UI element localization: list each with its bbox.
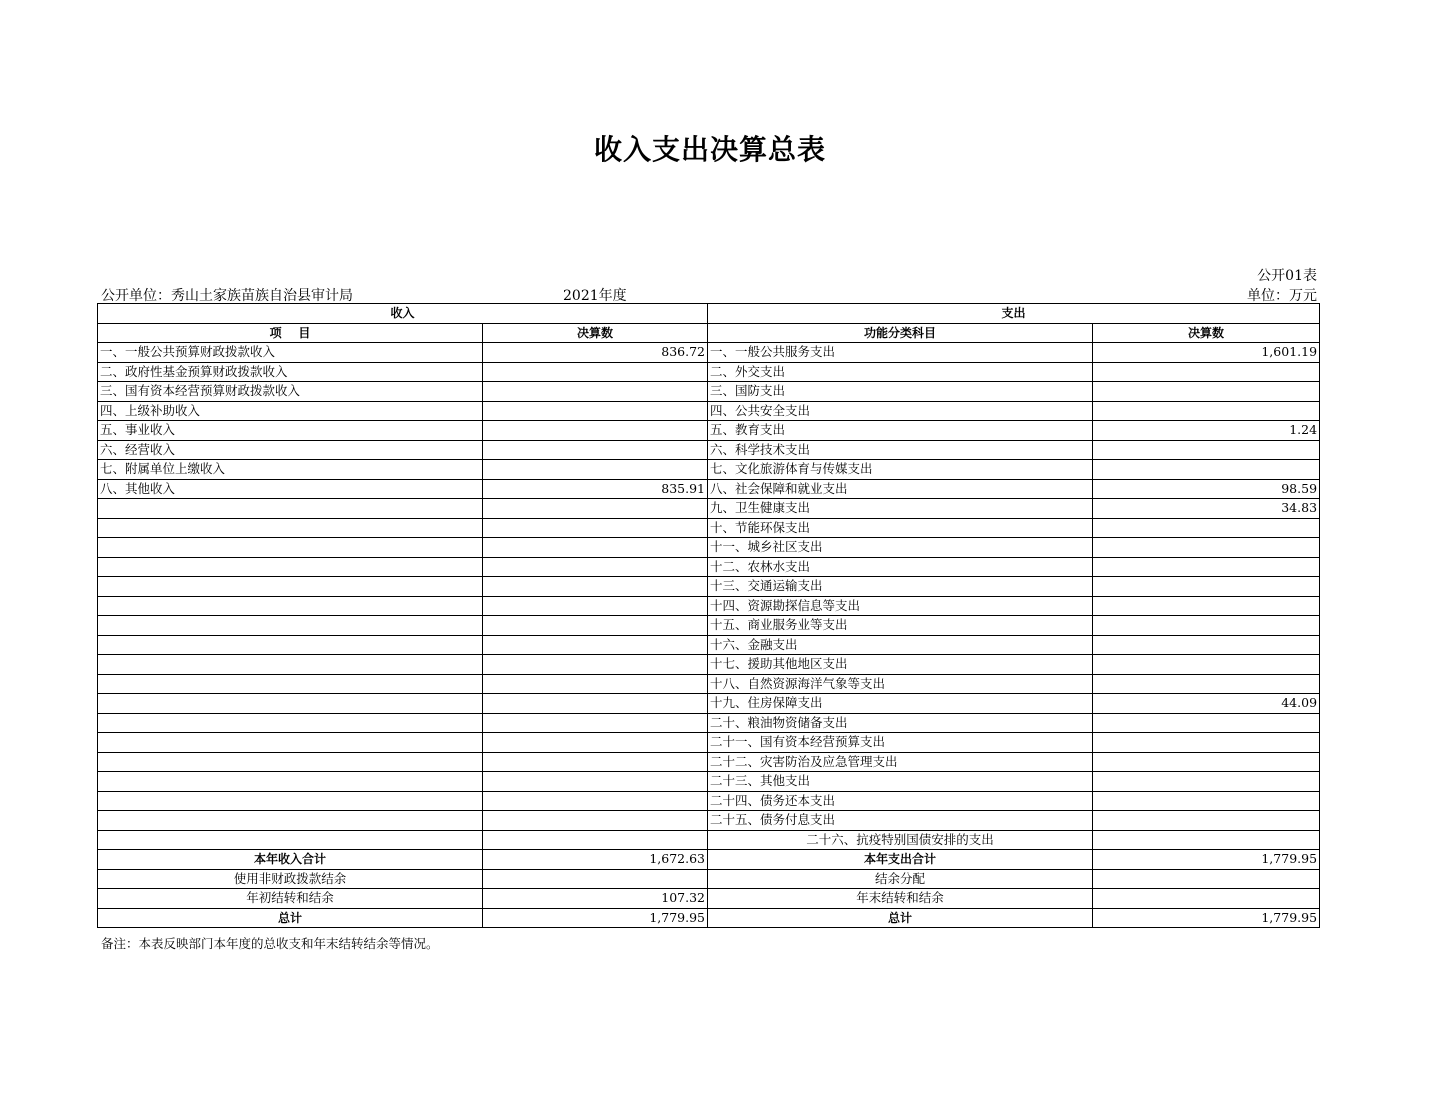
table-row <box>98 538 1320 558</box>
expense-amount <box>1093 362 1320 382</box>
table-row <box>98 460 1320 480</box>
income-amount <box>483 733 708 753</box>
expense-item: 五、教育支出 <box>708 421 1093 441</box>
expense-amount <box>1093 577 1320 597</box>
expense-item: 六、科学技术支出 <box>708 440 1093 460</box>
header-row-columns <box>98 323 1320 343</box>
table-row <box>98 499 1320 519</box>
income-item <box>98 499 483 519</box>
income-item <box>98 694 483 714</box>
page-title: 收入支出决算总表 <box>593 133 826 166</box>
summary-expense-amount: 1,779.95 <box>1093 908 1320 928</box>
expense-amount <box>1093 616 1320 636</box>
income-item: 五、事业收入 <box>98 421 483 441</box>
expense-item: 七、文化旅游体育与传媒支出 <box>708 460 1093 480</box>
table-row <box>98 401 1320 421</box>
table-row <box>98 811 1320 831</box>
income-amount <box>483 362 708 382</box>
expense-item: 二十三、其他支出 <box>708 772 1093 792</box>
income-amount <box>483 460 708 480</box>
expense-amount: 98.59 <box>1093 479 1320 499</box>
summary-row <box>98 850 1320 870</box>
expense-amount <box>1093 752 1320 772</box>
summary-income-item: 本年收入合计 <box>98 850 483 870</box>
summary-expense-item: 本年支出合计 <box>708 850 1093 870</box>
expense-item: 二十六、抗疫特别国债安排的支出 <box>708 830 1093 850</box>
summary-row <box>98 889 1320 909</box>
income-item <box>98 713 483 733</box>
summary-expense-item: 年末结转和结余 <box>708 889 1093 909</box>
expense-item: 九、卫生健康支出 <box>708 499 1093 519</box>
income-item: 三、国有资本经营预算财政拨款收入 <box>98 382 483 402</box>
income-amount <box>483 635 708 655</box>
income-amount <box>483 401 708 421</box>
expense-amount <box>1093 382 1320 402</box>
expense-amount <box>1093 440 1320 460</box>
income-item <box>98 674 483 694</box>
income-amount <box>483 518 708 538</box>
expense-item: 八、社会保障和就业支出 <box>708 479 1093 499</box>
summary-row <box>98 869 1320 889</box>
summary-income-amount <box>483 869 708 889</box>
table-row <box>98 518 1320 538</box>
expense-amount <box>1093 791 1320 811</box>
expense-item: 一、一般公共服务支出 <box>708 343 1093 363</box>
income-item <box>98 557 483 577</box>
summary-income-item: 年初结转和结余 <box>98 889 483 909</box>
income-amount <box>483 596 708 616</box>
expense-amount <box>1093 538 1320 558</box>
income-amount <box>483 674 708 694</box>
table-row <box>98 577 1320 597</box>
expense-amount: 34.83 <box>1093 499 1320 519</box>
income-item: 二、政府性基金预算财政拨款收入 <box>98 362 483 382</box>
expense-item: 二十五、债务付息支出 <box>708 811 1093 831</box>
expense-amount <box>1093 811 1320 831</box>
income-item: 六、经营收入 <box>98 440 483 460</box>
table-row <box>98 479 1320 499</box>
summary-expense-amount: 1,779.95 <box>1093 850 1320 870</box>
table-row <box>98 830 1320 850</box>
income-item <box>98 655 483 675</box>
table-row <box>98 440 1320 460</box>
expense-item: 二十四、债务还本支出 <box>708 791 1093 811</box>
expense-amount <box>1093 518 1320 538</box>
expense-amount: 44.09 <box>1093 694 1320 714</box>
summary-income-item: 总计 <box>98 908 483 928</box>
table-row <box>98 713 1320 733</box>
expense-amount <box>1093 733 1320 753</box>
income-amount <box>483 713 708 733</box>
expense-amount <box>1093 596 1320 616</box>
income-item <box>98 518 483 538</box>
table-row <box>98 343 1320 363</box>
expense-amount <box>1093 401 1320 421</box>
amount-column-header: 决算数 <box>483 323 708 343</box>
category-column-header: 功能分类科目 <box>708 323 1093 343</box>
table-row <box>98 733 1320 753</box>
income-item <box>98 577 483 597</box>
item-column-header: 项 目 <box>98 323 483 343</box>
income-amount <box>483 577 708 597</box>
summary-row <box>98 908 1320 928</box>
income-item: 七、附属单位上缴收入 <box>98 460 483 480</box>
table-row <box>98 362 1320 382</box>
income-amount <box>483 752 708 772</box>
table-row <box>98 655 1320 675</box>
income-amount <box>483 616 708 636</box>
table-row <box>98 694 1320 714</box>
income-amount <box>483 791 708 811</box>
expense-item: 十三、交通运输支出 <box>708 577 1093 597</box>
table-row <box>98 596 1320 616</box>
income-item: 一、一般公共预算财政拨款收入 <box>98 343 483 363</box>
footnote: 备注：本表反映部门本年度的总收支和年末结转结余等情况。 <box>101 936 439 951</box>
expense-item: 十八、自然资源海洋气象等支出 <box>708 674 1093 694</box>
table-row <box>98 772 1320 792</box>
budget-table <box>97 303 1320 928</box>
summary-expense-amount <box>1093 869 1320 889</box>
income-amount <box>483 538 708 558</box>
fiscal-year: 2021年度 <box>563 288 627 304</box>
expense-item: 十七、援助其他地区支出 <box>708 655 1093 675</box>
expense-item: 十五、商业服务业等支出 <box>708 616 1093 636</box>
expense-amount <box>1093 460 1320 480</box>
income-amount <box>483 557 708 577</box>
expense-item: 二十一、国有资本经营预算支出 <box>708 733 1093 753</box>
summary-income-amount: 1,672.63 <box>483 850 708 870</box>
expense-section-header: 支出 <box>708 304 1320 324</box>
summary-income-amount: 1,779.95 <box>483 908 708 928</box>
unit-label: 单位：万元 <box>1247 288 1317 304</box>
summary-expense-item: 结余分配 <box>708 869 1093 889</box>
table-row <box>98 421 1320 441</box>
income-item <box>98 596 483 616</box>
table-row <box>98 616 1320 636</box>
summary-income-item: 使用非财政拨款结余 <box>98 869 483 889</box>
expense-item: 十二、农林水支出 <box>708 557 1093 577</box>
table-row <box>98 382 1320 402</box>
income-item <box>98 733 483 753</box>
summary-expense-item: 总计 <box>708 908 1093 928</box>
income-amount <box>483 830 708 850</box>
income-item <box>98 752 483 772</box>
income-item <box>98 791 483 811</box>
expense-item: 二十二、灾害防治及应急管理支出 <box>708 752 1093 772</box>
summary-expense-amount <box>1093 889 1320 909</box>
income-amount: 835.91 <box>483 479 708 499</box>
income-amount: 836.72 <box>483 343 708 363</box>
amount2-column-header: 决算数 <box>1093 323 1320 343</box>
expense-item: 十六、金融支出 <box>708 635 1093 655</box>
expense-item: 十四、资源勘探信息等支出 <box>708 596 1093 616</box>
table-row <box>98 791 1320 811</box>
income-item <box>98 772 483 792</box>
expense-amount <box>1093 655 1320 675</box>
income-item <box>98 538 483 558</box>
expense-item: 二、外交支出 <box>708 362 1093 382</box>
income-amount <box>483 421 708 441</box>
income-section-header: 收入 <box>98 304 708 324</box>
expense-amount <box>1093 674 1320 694</box>
expense-amount: 1,601.19 <box>1093 343 1320 363</box>
expense-amount: 1.24 <box>1093 421 1320 441</box>
expense-item: 四、公共安全支出 <box>708 401 1093 421</box>
table-row <box>98 635 1320 655</box>
table-row <box>98 557 1320 577</box>
income-amount <box>483 772 708 792</box>
income-item <box>98 616 483 636</box>
income-amount <box>483 811 708 831</box>
header-row-sections <box>98 304 1320 324</box>
income-amount <box>483 499 708 519</box>
expense-item: 十、节能环保支出 <box>708 518 1093 538</box>
expense-amount <box>1093 830 1320 850</box>
income-item: 八、其他收入 <box>98 479 483 499</box>
income-item <box>98 635 483 655</box>
expense-item: 十九、住房保障支出 <box>708 694 1093 714</box>
income-item <box>98 811 483 831</box>
income-amount <box>483 382 708 402</box>
income-amount <box>483 440 708 460</box>
expense-item: 三、国防支出 <box>708 382 1093 402</box>
income-amount <box>483 655 708 675</box>
summary-income-amount: 107.32 <box>483 889 708 909</box>
income-item <box>98 830 483 850</box>
form-number: 公开01表 <box>1257 268 1317 284</box>
expense-amount <box>1093 772 1320 792</box>
table-row <box>98 752 1320 772</box>
income-amount <box>483 694 708 714</box>
table-row <box>98 674 1320 694</box>
expense-item: 二十、粮油物资储备支出 <box>708 713 1093 733</box>
expense-amount <box>1093 713 1320 733</box>
expense-item: 十一、城乡社区支出 <box>708 538 1093 558</box>
income-item: 四、上级补助收入 <box>98 401 483 421</box>
org-label: 公开单位：秀山土家族苗族自治县审计局 <box>101 288 353 304</box>
expense-amount <box>1093 557 1320 577</box>
expense-amount <box>1093 635 1320 655</box>
